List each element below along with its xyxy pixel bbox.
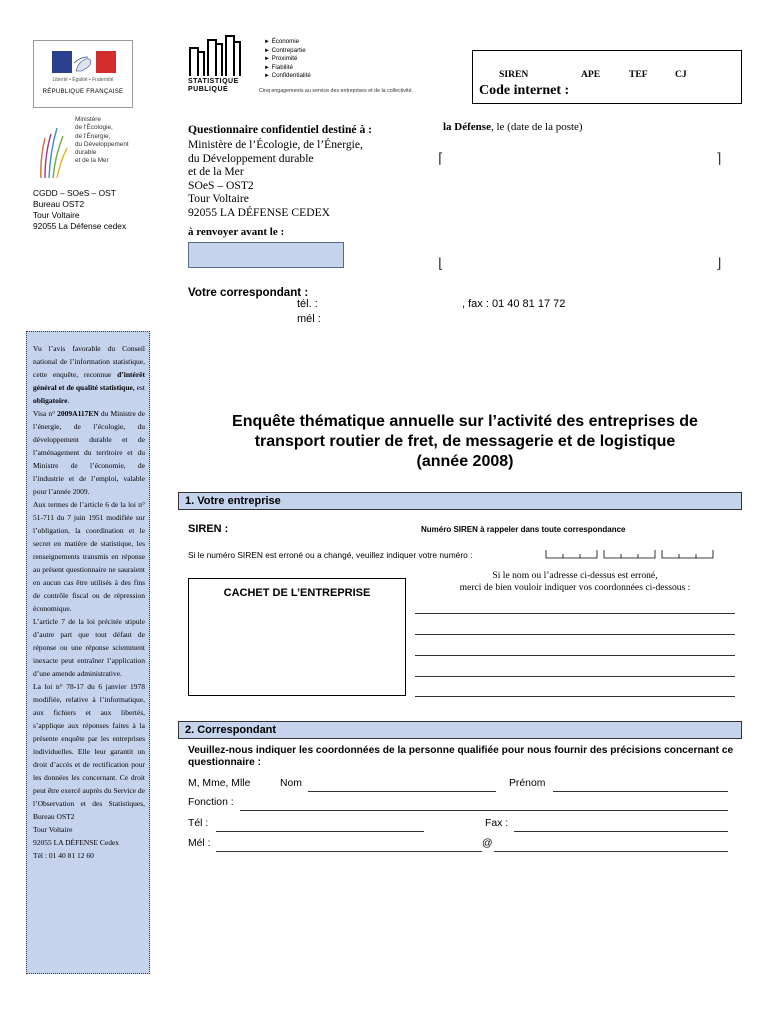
defense-date-line: la Défense, le (date de la poste) xyxy=(443,121,583,133)
engagements-list: ► Économie ► Contrepartie ► Proximité ► Fiabilité ► Confidentialité xyxy=(264,38,311,81)
return-date-field[interactable] xyxy=(188,242,344,268)
cgdd-address: CGDD – SOeS – OST Bureau OST2 Tour Voltaire 92055 La Défense cedex xyxy=(33,188,127,231)
name-error-text: Si le nom ou l’adresse ci-dessus est erroné, merci de bien vouloir indiquer vos coordonnées ci-dessous : xyxy=(459,570,691,593)
correspondant-fax: , fax : 01 40 81 17 72 xyxy=(462,298,566,310)
mel-field-user[interactable] xyxy=(216,851,482,852)
devise-text: Liberté • Égalité • Fraternité xyxy=(52,77,114,83)
renvoyer-label: à renvoyer avant le : xyxy=(188,226,285,238)
bracket-top-right: ⌉ xyxy=(716,150,722,166)
correspondant-mel: mél : xyxy=(297,313,321,325)
siren-error-text: Si le numéro SIREN est erroné ou a changé, veuillez indiquer votre numéro : xyxy=(188,550,473,560)
prenom-field[interactable] xyxy=(553,791,728,792)
cinq-engagements-text: Cinq engagements au service des entreprises et de la collectivité. xyxy=(259,88,413,94)
address-line-2[interactable] xyxy=(415,634,735,635)
nom-label: Nom xyxy=(280,778,302,789)
at-sign: @ xyxy=(482,838,493,849)
bracket-bottom-right: ⌋ xyxy=(716,255,722,271)
company-stamp-box[interactable] xyxy=(188,578,406,696)
flag-red-band xyxy=(96,51,116,73)
legal-p3: Aux termes de l’article 6 de la loi n° 51-711 du 7 juin 1951 modifiée sur l’obligation, la coordination et le secret en matière de statistique, les renseignements transmis en réponse au présent questionnaire ne sauraient en aucun cas être utilisés à des fins de contrôle fiscal ou de répression économique. xyxy=(33,500,145,613)
survey-title: Enquête thématique annuelle sur l’activité des entreprises de transport routier de fret, de messagerie et de logistique (année 2008) xyxy=(232,413,698,470)
address-line-1[interactable] xyxy=(415,613,735,614)
correspondant-title: Votre correspondant : xyxy=(188,286,309,299)
fonction-label: Fonction : xyxy=(188,797,234,808)
ministry-address: Ministère de l’Écologie, de l’Énergie, du Développement durable et de la Mer SOeS – OST2 Tour Voltaire 92055 LA DÉFENSE CEDEX xyxy=(188,138,363,219)
legal-p4: L’article 7 de la loi précitée stipule d’autre part que tout défaut de réponse ou une réponse sciemment inexacte peut entraîner l’application d’une amende administrative. xyxy=(33,617,145,678)
siren-code-box xyxy=(472,50,742,104)
siren-rappel-text: Numéro SIREN à rappeler dans toute correspondance xyxy=(421,525,626,534)
mel-label: Mél : xyxy=(188,838,211,849)
legal-p6-line2: 92055 LA DÉFENSE Cedex xyxy=(33,838,120,847)
legal-p5: La loi n° 78-17 du 6 janvier 1978 modifiée, relative à l’informatique, aux fichiers et aux libertés, s’applique aux réponses faites à la présente enquête par les entreprises individuelles. Elle leur garantit un droit d’accès et de rectification pour les données les concernant. Ce droit peut être exercé auprès du Service de l’Observation et des Statistiques, Bureau OST2 xyxy=(33,682,145,821)
legal-p6-line3: Tél : 01 40 81 12 60 xyxy=(33,851,94,860)
civilite-label: M, Mme, Mlle xyxy=(188,778,251,789)
section-2-header: 2. Correspondant xyxy=(178,721,742,739)
legal-p2: Visa n° 2009A117EN du Ministre de l’énergie, de l’écologie, du développement durable et de l’aménagement du territoire et du Ministre de l’économie, de l’industrie et de l’emploi, valable pour l’année 2009. xyxy=(33,409,146,496)
siren-digit-boxes[interactable] xyxy=(545,548,715,560)
legal-p6-line1: Tour Voltaire xyxy=(33,825,73,834)
code-internet-label: Code internet : xyxy=(479,83,570,98)
fax-label: Fax : xyxy=(485,818,509,829)
statistique-publique-logo xyxy=(188,34,248,78)
legal-p1: Vu l’avis favorable du Conseil national de l’information statistique, cette enquête, reconnue d’intérêt général et de qualité statistique, est obligatoire. xyxy=(33,344,145,405)
section-1-header: 1. Votre entreprise xyxy=(178,492,742,510)
bracket-bottom-left: ⌊ xyxy=(438,255,444,271)
nom-field[interactable] xyxy=(308,791,496,792)
cachet-label: CACHET DE L’ENTREPRISE xyxy=(223,587,371,599)
bracket-top-left: ⌈ xyxy=(438,150,444,166)
marianne-icon xyxy=(72,53,96,73)
address-line-4[interactable] xyxy=(415,676,735,677)
mel-field-domain[interactable] xyxy=(494,851,728,852)
siren-codes-row: SIREN APE TEF CJ xyxy=(499,69,687,80)
address-line-5[interactable] xyxy=(415,696,735,697)
correspondant-instructions: Veuillez-nous indiquer les coordonnées de la personne qualifiée pour nous fournir des précisions concernant ce questionnaire : xyxy=(188,745,734,768)
fonction-field[interactable] xyxy=(240,810,728,811)
address-line-3[interactable] xyxy=(415,655,735,656)
fax-field[interactable] xyxy=(514,831,728,832)
prenom-label: Prénom xyxy=(509,778,546,789)
flag-blue-band xyxy=(52,51,72,73)
questionnaire-title: Questionnaire confidentiel destiné à : xyxy=(188,123,372,136)
ministry-logo-text: Ministère de l'Écologie, de l'Énergie, du Développement durable et de la Mer xyxy=(75,116,129,165)
republique-label: RÉPUBLIQUE FRANÇAISE xyxy=(42,89,124,95)
tel-field[interactable] xyxy=(216,831,424,832)
statistique-publique-text: STATISTIQUE PUBLIQUE xyxy=(188,78,239,93)
tel-label: Tél : xyxy=(188,818,209,829)
legal-notice-panel xyxy=(26,331,150,974)
republique-francaise-logo xyxy=(33,40,133,108)
correspondant-tel: tél. : xyxy=(297,298,318,310)
siren-label: SIREN : xyxy=(188,523,229,535)
ministry-logo xyxy=(33,110,131,182)
ministry-lines-icon xyxy=(37,118,69,178)
